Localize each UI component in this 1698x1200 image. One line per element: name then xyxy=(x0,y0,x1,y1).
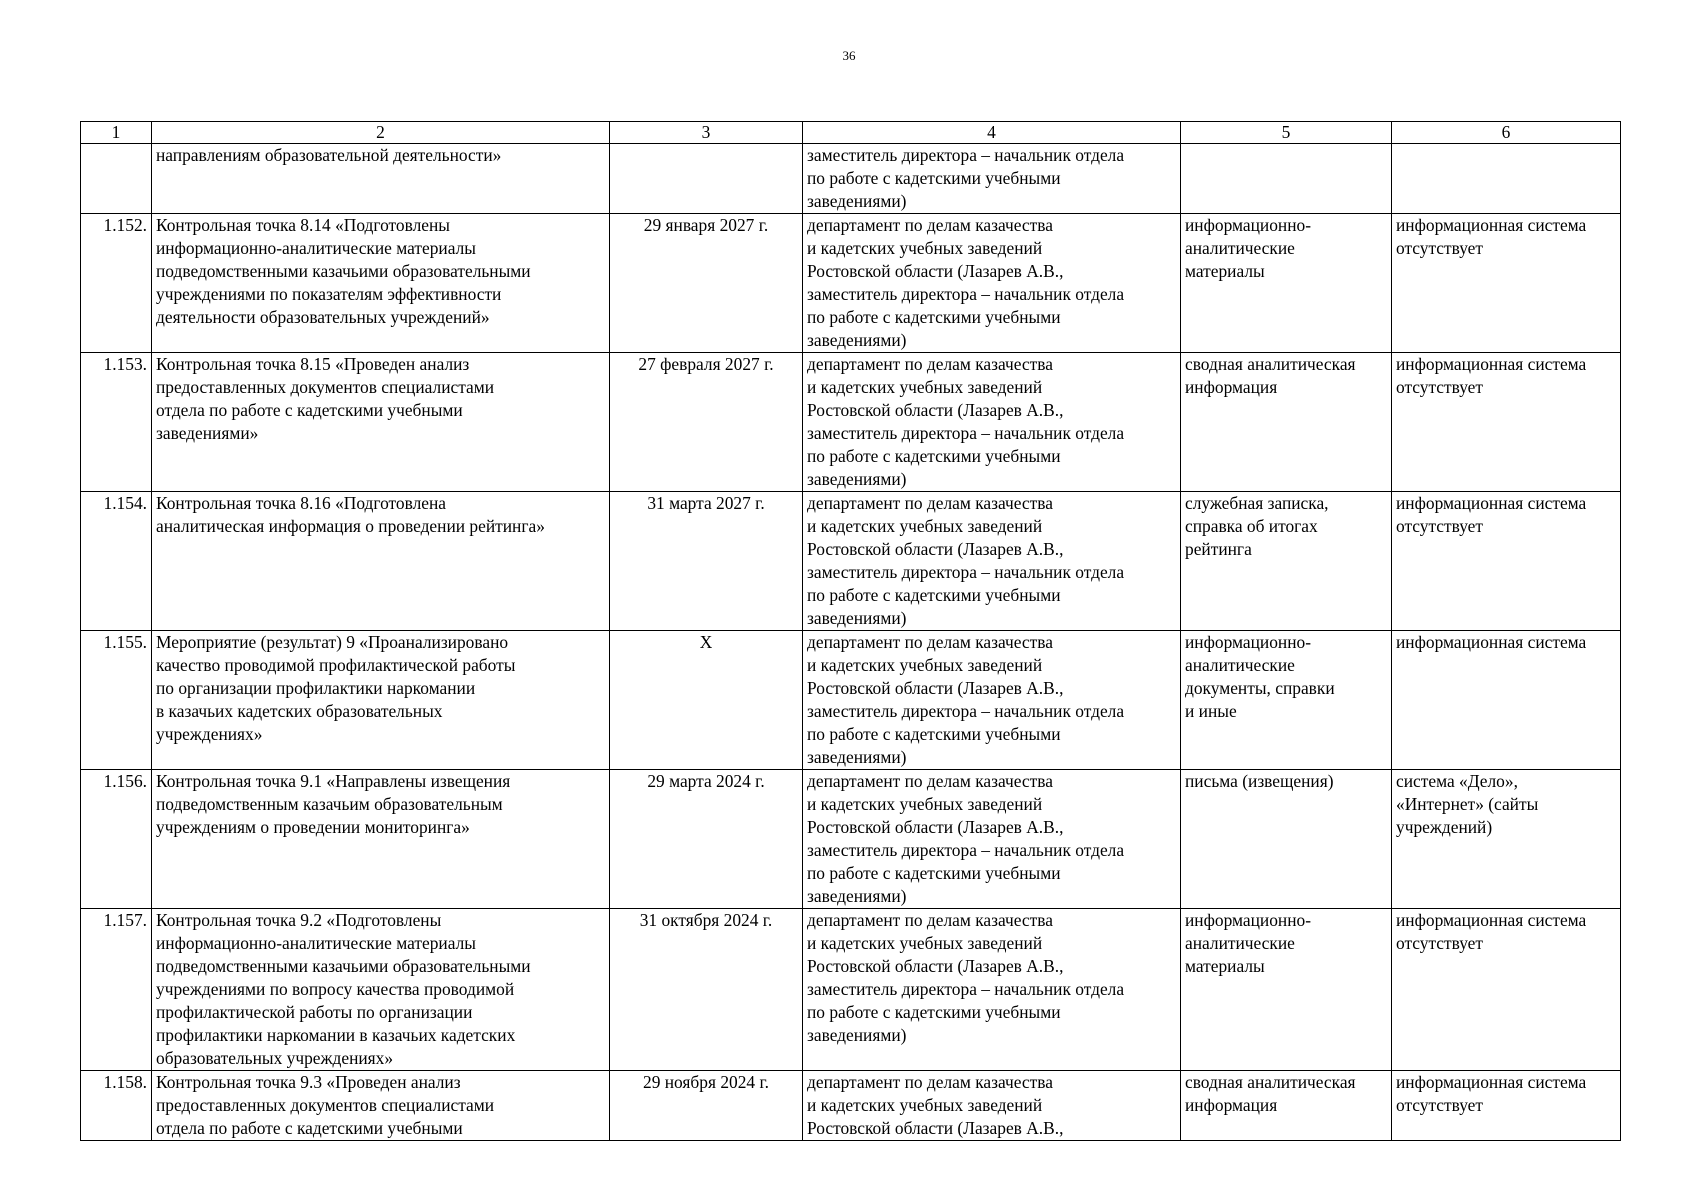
responsible-cell xyxy=(803,492,1181,631)
cell-line: сводная аналитическая xyxy=(1185,354,1356,374)
cell-line: заведениями) xyxy=(807,330,907,350)
column-header-5: 5 xyxy=(1181,122,1392,144)
cell-line: сводная аналитическая xyxy=(1185,1072,1356,1092)
info-system-cell xyxy=(1392,770,1621,909)
column-header-4: 4 xyxy=(803,122,1181,144)
cell-line: отсутствует xyxy=(1396,933,1483,953)
cell-line: Контрольная точка 8.14 «Подготовлены xyxy=(156,215,450,235)
info-system-cell xyxy=(1392,909,1621,1071)
cell-line: и кадетских учебных заведений xyxy=(807,655,1043,675)
cell-line: качество проводимой профилактической работы xyxy=(156,655,516,675)
cell-line: Ростовской области (Лазарев А.В., xyxy=(807,400,1064,420)
cell-line: заведениями) xyxy=(807,608,907,628)
cell-line: по работе с кадетскими учебными xyxy=(807,724,1061,744)
cell-line: департамент по делам казачества xyxy=(807,910,1053,930)
row-number-cell: 1.157. xyxy=(81,909,152,1071)
cell-line: направлениям образовательной деятельности» xyxy=(156,145,502,165)
deadline-cell: 29 ноября 2024 г. xyxy=(610,1071,803,1141)
control-points-table xyxy=(80,121,1621,1141)
info-system-cell xyxy=(1392,144,1621,214)
cell-line: информационная система xyxy=(1396,632,1587,652)
cell-line: заведениями) xyxy=(807,886,907,906)
responsible-cell xyxy=(803,909,1181,1071)
cell-line: подведомственными казачьими образовательными xyxy=(156,956,531,976)
cell-line: справка об итогах xyxy=(1185,516,1318,536)
cell-line: и кадетских учебных заведений xyxy=(807,1095,1043,1115)
cell-line: и иные xyxy=(1185,701,1237,721)
deadline-cell: 29 января 2027 г. xyxy=(610,214,803,353)
info-system-cell xyxy=(1392,214,1621,353)
table-row xyxy=(81,353,1621,492)
cell-line: аналитическая информация о проведении рейтинга» xyxy=(156,516,545,536)
cell-line: отсутствует xyxy=(1396,1095,1483,1115)
cell-line: заместитель директора – начальник отдела xyxy=(807,562,1125,582)
cell-line: в казачьих кадетских образовательных xyxy=(156,701,443,721)
cell-line: отсутствует xyxy=(1396,238,1483,258)
document-type-cell xyxy=(1181,909,1392,1071)
cell-line: служебная записка, xyxy=(1185,493,1329,513)
cell-line: Контрольная точка 8.15 «Проведен анализ xyxy=(156,354,470,374)
info-system-cell xyxy=(1392,631,1621,770)
cell-line: учреждениями по вопросу качества проводимой xyxy=(156,979,515,999)
table-row xyxy=(81,631,1621,770)
cell-line: департамент по делам казачества xyxy=(807,354,1053,374)
document-type-cell xyxy=(1181,1071,1392,1141)
cell-line: и кадетских учебных заведений xyxy=(807,377,1043,397)
cell-line: информационная система xyxy=(1396,493,1587,513)
description-cell xyxy=(152,1071,610,1141)
row-number-cell: 1.152. xyxy=(81,214,152,353)
deadline-cell: 31 октября 2024 г. xyxy=(610,909,803,1071)
cell-line: заведениями) xyxy=(807,469,907,489)
cell-line: рейтинга xyxy=(1185,539,1252,559)
responsible-cell xyxy=(803,144,1181,214)
document-type-cell xyxy=(1181,631,1392,770)
cell-line: и кадетских учебных заведений xyxy=(807,794,1043,814)
column-number-row xyxy=(81,122,1621,144)
table-row xyxy=(81,144,1621,214)
deadline-cell: Х xyxy=(610,631,803,770)
cell-line: заместитель директора – начальник отдела xyxy=(807,145,1125,165)
responsible-cell xyxy=(803,770,1181,909)
description-cell xyxy=(152,353,610,492)
page-number: 36 xyxy=(842,48,856,63)
cell-line: по работе с кадетскими учебными xyxy=(807,1002,1061,1022)
table-row xyxy=(81,909,1621,1071)
cell-line: предоставленных документов специалистами xyxy=(156,377,495,397)
document-type-cell xyxy=(1181,770,1392,909)
cell-line: учреждений) xyxy=(1396,817,1493,837)
description-cell xyxy=(152,492,610,631)
row-number-cell: 1.156. xyxy=(81,770,152,909)
cell-line: и кадетских учебных заведений xyxy=(807,516,1043,536)
cell-line: Ростовской области (Лазарев А.В., xyxy=(807,539,1064,559)
cell-line: заместитель директора – начальник отдела xyxy=(807,284,1125,304)
row-number-cell: 1.158. xyxy=(81,1071,152,1141)
cell-line: аналитические xyxy=(1185,655,1295,675)
cell-line: Ростовской области (Лазарев А.В., xyxy=(807,678,1064,698)
cell-line: заведениями) xyxy=(807,191,907,211)
cell-line: информационная система xyxy=(1396,1072,1587,1092)
cell-line: подведомственными казачьими образовательными xyxy=(156,261,531,281)
cell-line: по работе с кадетскими учебными xyxy=(807,168,1061,188)
document-type-cell xyxy=(1181,214,1392,353)
info-system-cell xyxy=(1392,1071,1621,1141)
responsible-cell xyxy=(803,214,1181,353)
cell-line: учреждениями по показателям эффективности xyxy=(156,284,502,304)
cell-line: учреждениях» xyxy=(156,724,263,744)
cell-line: Мероприятие (результат) 9 «Проанализировано xyxy=(156,632,509,652)
cell-line: департамент по делам казачества xyxy=(807,493,1053,513)
cell-line: и кадетских учебных заведений xyxy=(807,238,1043,258)
cell-line: по работе с кадетскими учебными xyxy=(807,863,1061,883)
deadline-cell: 31 марта 2027 г. xyxy=(610,492,803,631)
document-type-cell xyxy=(1181,144,1392,214)
responsible-cell xyxy=(803,1071,1181,1141)
description-cell xyxy=(152,144,610,214)
deadline-cell: 27 февраля 2027 г. xyxy=(610,353,803,492)
cell-line: материалы xyxy=(1185,956,1265,976)
cell-line: департамент по делам казачества xyxy=(807,771,1053,791)
document-type-cell xyxy=(1181,492,1392,631)
cell-line: аналитические xyxy=(1185,933,1295,953)
responsible-cell xyxy=(803,353,1181,492)
cell-line: материалы xyxy=(1185,261,1265,281)
cell-line: по работе с кадетскими учебными xyxy=(807,585,1061,605)
cell-line: заместитель директора – начальник отдела xyxy=(807,840,1125,860)
cell-line: информационно-аналитические материалы xyxy=(156,238,476,258)
description-cell xyxy=(152,214,610,353)
cell-line: департамент по делам казачества xyxy=(807,1072,1053,1092)
cell-line: по организации профилактики наркомании xyxy=(156,678,476,698)
table-row xyxy=(81,1071,1621,1141)
deadline-cell: 29 марта 2024 г. xyxy=(610,770,803,909)
cell-line: заместитель директора – начальник отдела xyxy=(807,701,1125,721)
cell-line: отдела по работе с кадетскими учебными xyxy=(156,1118,463,1138)
cell-line: Ростовской области (Лазарев А.В., xyxy=(807,956,1064,976)
column-header-6: 6 xyxy=(1392,122,1621,144)
cell-line: Контрольная точка 9.3 «Проведен анализ xyxy=(156,1072,461,1092)
cell-line: департамент по делам казачества xyxy=(807,632,1053,652)
cell-line: информационно- xyxy=(1185,632,1312,652)
cell-line: заведениями) xyxy=(807,1025,907,1045)
document-type-cell xyxy=(1181,353,1392,492)
cell-line: подведомственным казачьим образовательным xyxy=(156,794,503,814)
description-cell xyxy=(152,770,610,909)
info-system-cell xyxy=(1392,353,1621,492)
description-cell xyxy=(152,909,610,1071)
cell-line: Ростовской области (Лазарев А.В., xyxy=(807,1118,1064,1138)
cell-line: отдела по работе с кадетскими учебными xyxy=(156,400,463,420)
cell-line: заместитель директора – начальник отдела xyxy=(807,423,1125,443)
cell-line: информационная система xyxy=(1396,354,1587,374)
cell-line: образовательных учреждениях» xyxy=(156,1048,394,1068)
column-header-3: 3 xyxy=(610,122,803,144)
cell-line: по работе с кадетскими учебными xyxy=(807,446,1061,466)
cell-line: документы, справки xyxy=(1185,678,1335,698)
table-row xyxy=(81,492,1621,631)
cell-line: заведениями) xyxy=(807,747,907,767)
cell-line: информационно- xyxy=(1185,910,1312,930)
cell-line: информация xyxy=(1185,1095,1278,1115)
cell-line: письма (извещения) xyxy=(1185,771,1334,791)
column-header-1: 1 xyxy=(81,122,152,144)
cell-line: профилактической работы по организации xyxy=(156,1002,473,1022)
cell-line: информационно- xyxy=(1185,215,1312,235)
table-row xyxy=(81,214,1621,353)
cell-line: отсутствует xyxy=(1396,516,1483,536)
cell-line: заведениями» xyxy=(156,423,259,443)
cell-line: деятельности образовательных учреждений» xyxy=(156,307,490,327)
info-system-cell xyxy=(1392,492,1621,631)
cell-line: заместитель директора – начальник отдела xyxy=(807,979,1125,999)
cell-line: по работе с кадетскими учебными xyxy=(807,307,1061,327)
column-header-2: 2 xyxy=(152,122,610,144)
cell-line: аналитические xyxy=(1185,238,1295,258)
row-number-cell: 1.155. xyxy=(81,631,152,770)
cell-line: профилактики наркомании в казачьих кадетских xyxy=(156,1025,516,1045)
row-number-cell: 1.153. xyxy=(81,353,152,492)
cell-line: отсутствует xyxy=(1396,377,1483,397)
cell-line: информационно-аналитические материалы xyxy=(156,933,476,953)
cell-line: система «Дело», xyxy=(1396,771,1518,791)
row-number-cell: 1.154. xyxy=(81,492,152,631)
cell-line: предоставленных документов специалистами xyxy=(156,1095,495,1115)
table-body xyxy=(81,144,1621,1141)
cell-line: учреждениям о проведении мониторинга» xyxy=(156,817,470,837)
cell-line: Ростовской области (Лазарев А.В., xyxy=(807,261,1064,281)
cell-line: и кадетских учебных заведений xyxy=(807,933,1043,953)
responsible-cell xyxy=(803,631,1181,770)
row-number-cell xyxy=(81,144,152,214)
cell-line: информационная система xyxy=(1396,215,1587,235)
cell-line: информационная система xyxy=(1396,910,1587,930)
cell-line: департамент по делам казачества xyxy=(807,215,1053,235)
cell-line: информация xyxy=(1185,377,1278,397)
cell-line: Контрольная точка 9.2 «Подготовлены xyxy=(156,910,442,930)
cell-line: Контрольная точка 9.1 «Направлены извещения xyxy=(156,771,511,791)
cell-line: Ростовской области (Лазарев А.В., xyxy=(807,817,1064,837)
description-cell xyxy=(152,631,610,770)
cell-line: «Интернет» (сайты xyxy=(1396,794,1539,814)
cell-line: Контрольная точка 8.16 «Подготовлена xyxy=(156,493,447,513)
table-row xyxy=(81,770,1621,909)
deadline-cell xyxy=(610,144,803,214)
